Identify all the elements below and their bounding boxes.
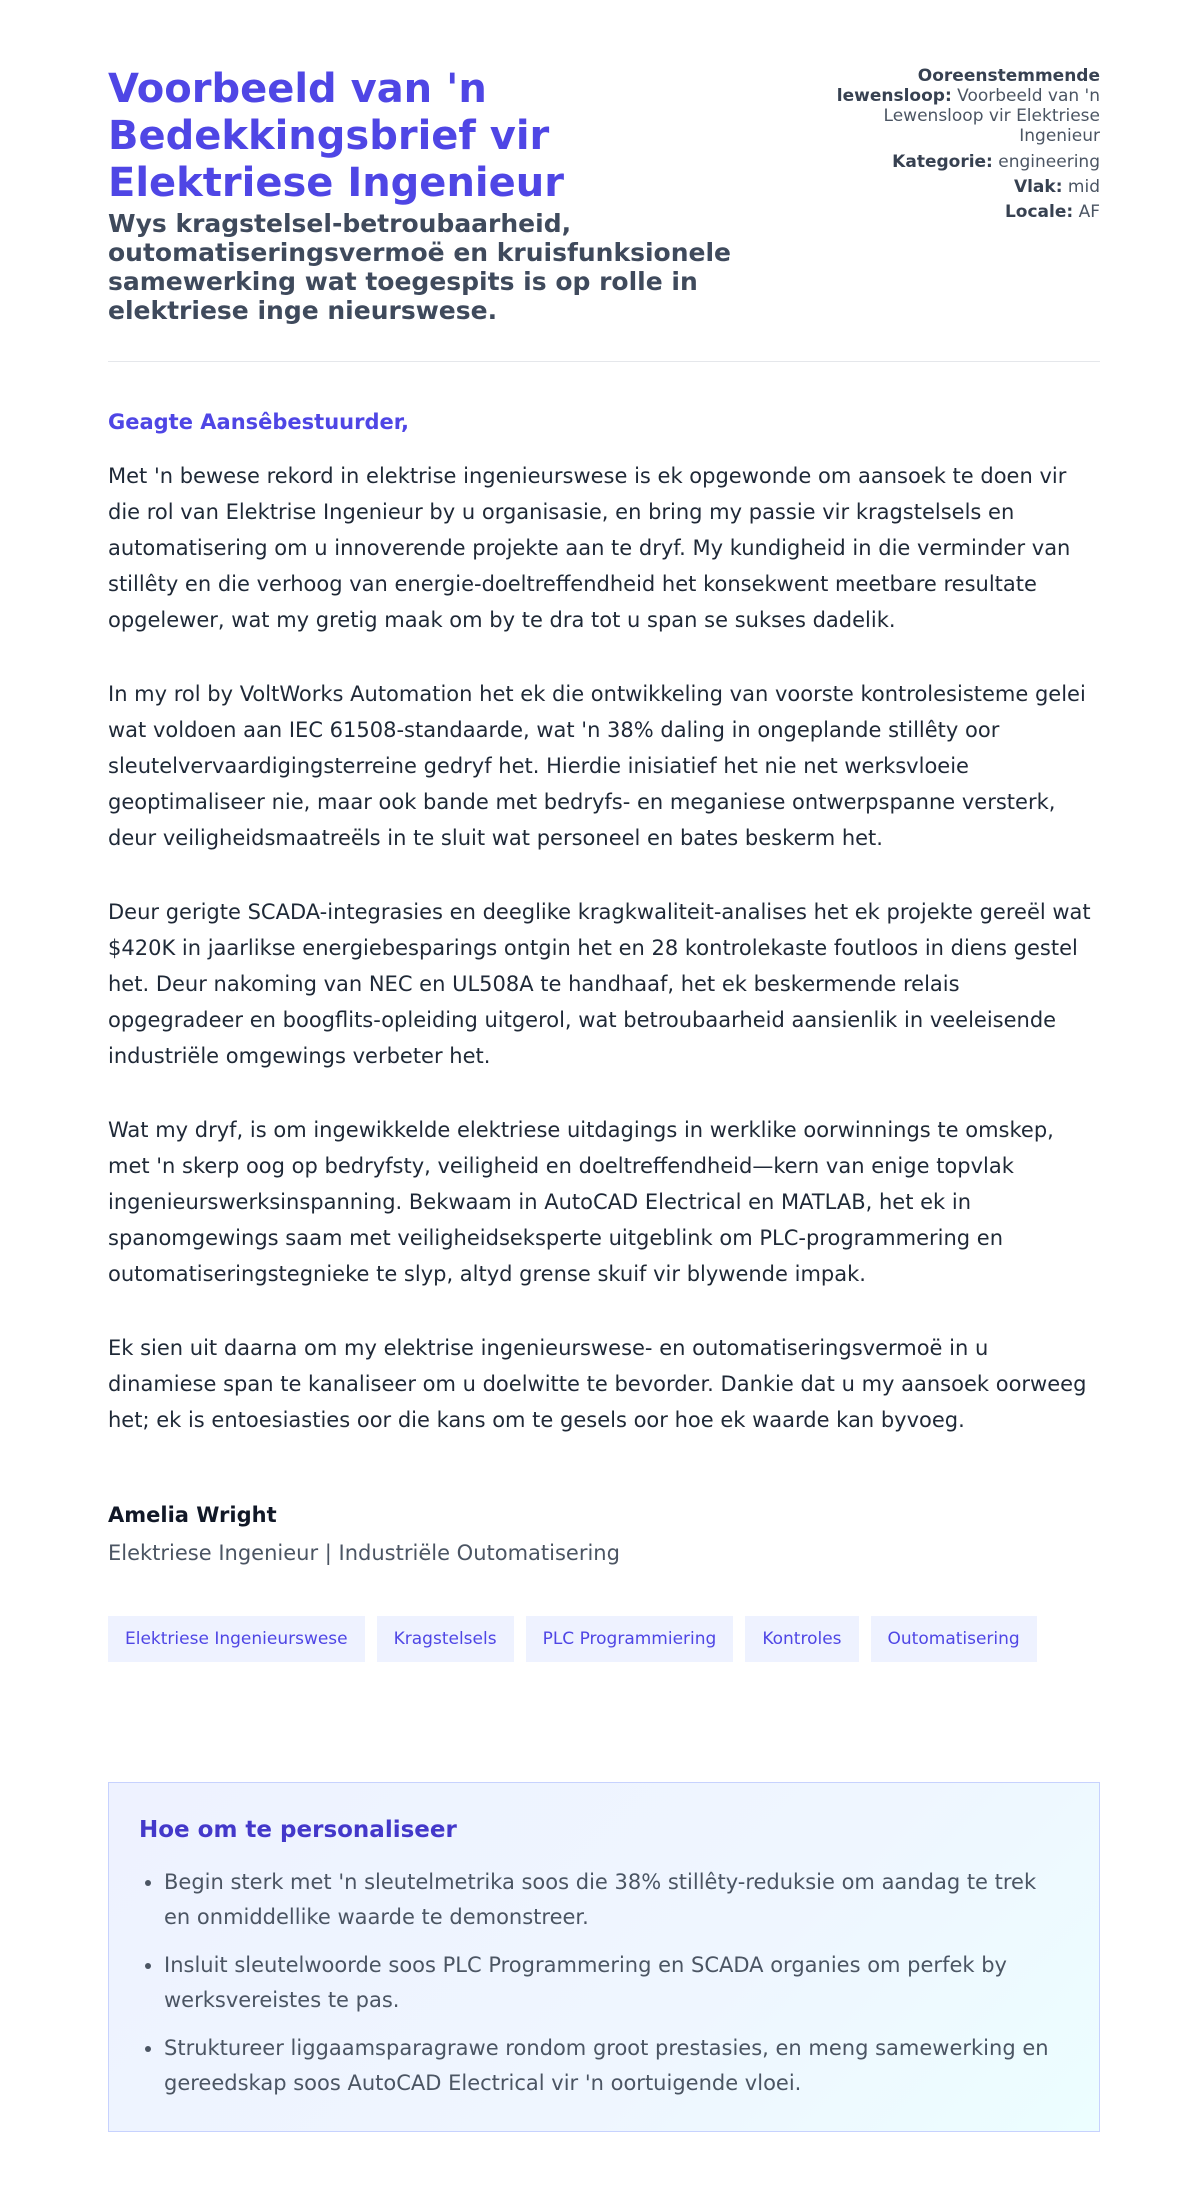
tips-list	[139, 1865, 1069, 2101]
letter-paragraph: Wat my dryf, is om ingewikkelde elektriese uitdagings in werklike oorwinnings te omskep, met 'n skerp oog op bedryfsty, veiligheid en doeltreffendheid—kern van enige topvlak ingenieurswerksinspanning. Bekwaam in AutoCAD Electrical en MATLAB, het ek in spanomgewings saam met veiligheidseksperte uitgeblink om PLC-programmering en outomatiseringstegnieke te slyp, altyd grense skuif vir blywende impak.	[108, 1118, 1054, 1286]
page-header	[108, 66, 1100, 362]
signature-name: Amelia Wright	[108, 1503, 277, 1527]
meta-lifecycle-link[interactable]: Voorbeeld van 'n Lewensloop vir Elektriese Ingenieur	[883, 86, 1100, 146]
personalize-tips-box	[108, 1782, 1100, 2132]
letter-paragraph: Deur gerigte SCADA-integrasies en deeglike kragkwaliteit-analises het ek projekte gereël wat $420K in jaarlikse energiebesparings ontgin het en 28 kontrolekaste foutloos in diens gestel het. Deur nakoming van NEC en UL508A te handhaaf, het ek beskermende relais opgegradeer en boogflits-opleiding uitgerol, wat betroubaarheid aansienlik in veeleisende industriële omgewings verbeter het.	[108, 900, 1091, 1068]
meta-locale	[830, 200, 1100, 224]
letter-body	[108, 410, 1100, 1662]
meta-level-value: mid	[1067, 177, 1100, 197]
signature-title: Elektriese Ingenieur | Industriële Outomatisering	[108, 1541, 620, 1565]
meta-locale-value: AF	[1078, 202, 1100, 222]
meta-category-label: Kategorie:	[892, 152, 993, 172]
skill-tag[interactable]: Elektriese Ingenieurswese	[108, 1616, 365, 1662]
skill-tag[interactable]: PLC Programmiering	[526, 1616, 734, 1662]
skill-tag[interactable]: Kragstelsels	[377, 1616, 514, 1662]
cover-letter-page	[108, 0, 1100, 2132]
meta-panel	[830, 66, 1100, 225]
meta-level-label: Vlak:	[1013, 177, 1063, 197]
meta-lifecycle	[830, 66, 1100, 146]
letter-paragraph: Ek sien uit daarna om my elektrise ingenieurswese- en outomatiseringsvermoë in u dinamiese span te kanaliseer om u doelwitte te bevorder. Dankie dat u my aansoek oorweeg het; ek is entoesiasties oor die kans om te gesels oor hoe ek waarde kan byvoeg.	[108, 1336, 1087, 1432]
meta-category-value: engineering	[998, 152, 1100, 172]
skill-tag[interactable]: Outomatisering	[871, 1616, 1037, 1662]
meta-lifecycle-label: Ooreenstemmende lewensloop:	[836, 66, 1100, 106]
letter-paragraph: Met 'n bewese rekord in elektrise ingenieurswese is ek opgewonde om aansoek te doen vir die rol van Elektrise Ingenieur by u organisasie, en bring my passie vir kragstelsels en automatisering om u innoverende projekte aan te dryf. My kundigheid in die verminder van stillêty en die verhoog van energie-doeltreffendheid het konsekwent meetbare resultate opgelewer, wat my gretig maak om by te dra tot u span se sukses dadelik.	[108, 464, 1071, 632]
meta-locale-label: Locale:	[1004, 202, 1074, 222]
tips-title: Hoe om te personaliseer	[139, 1817, 457, 1843]
meta-category	[830, 150, 1100, 174]
header-titles	[108, 66, 788, 325]
page-subtitle: Wys kragstelsel-betroubaarheid, outomatiseringsvermoë en kruisfunksionele samewerking wat toegespits is op rolle in elektriese inge nieurswese.	[108, 209, 731, 325]
tip-item: • Insluit sleutelwoorde soos PLC Programmering en SCADA organies om perfek by werksvereistes te pas.	[164, 1948, 1069, 2018]
page-title: Voorbeeld van 'n Bedekkingsbrief vir Elektriese Ingenieur	[108, 66, 564, 206]
letter-paragraph: In my rol by VoltWorks Automation het ek die ontwikkeling van voorste kontrolesisteme gelei wat voldoen aan IEC 61508-standaarde, wat 'n 38% daling in ongeplande stillêty oor sleutelvervaardigingsterreine gedryf het. Hierdie inisiatief het nie net werksvloeie geoptimaliseer nie, maar ook bande met bedryfs- en meganiese ontwerpspanne versterk, deur veiligheidsmaatreëls in te sluit wat personeel en bates beskerm het.	[108, 682, 1086, 850]
signature-block	[108, 1502, 1100, 1566]
skill-tag[interactable]: Kontroles	[745, 1616, 858, 1662]
skill-tags	[108, 1616, 1100, 1662]
salutation: Geagte Aansêbestuurder,	[108, 410, 409, 434]
tip-item: • Struktureer liggaamsparagrawe rondom groot prestasies, en meng samewerking en gereedskap soos AutoCAD Electrical vir 'n oortuigende vloei.	[164, 2031, 1069, 2101]
tip-item: • Begin sterk met 'n sleutelmetrika soos die 38% stillêty-reduksie om aandag te trek en onmiddellike waarde te demonstreer.	[164, 1865, 1069, 1935]
meta-level	[830, 175, 1100, 199]
